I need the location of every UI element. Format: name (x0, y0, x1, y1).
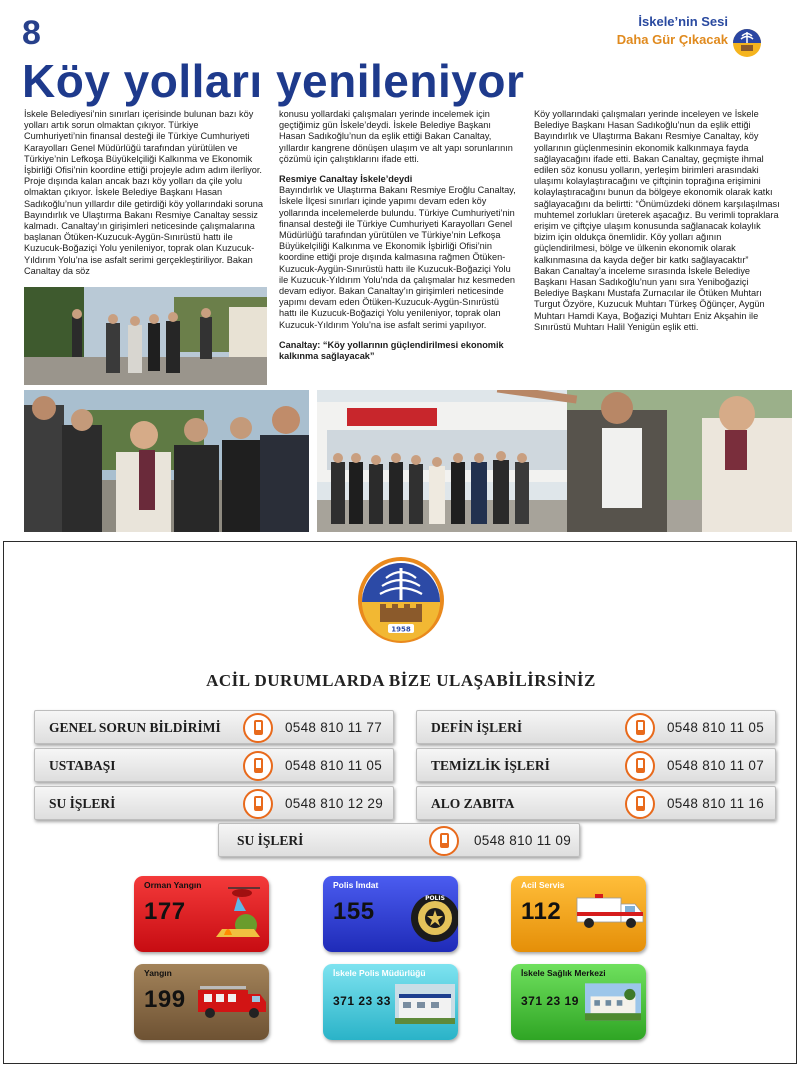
contact-number[interactable]: 0548 810 11 09 (474, 833, 572, 848)
tile-ambulance[interactable] (511, 876, 646, 952)
photo-group-and-speaker (317, 390, 792, 532)
tile-number[interactable]: 112 (521, 898, 562, 925)
phone-icon (429, 826, 459, 856)
police-badge-icon (405, 886, 458, 946)
tile-number[interactable]: 371 23 33 (333, 994, 391, 1008)
contact-number[interactable]: 0548 810 11 05 (667, 720, 765, 735)
phone-icon (625, 713, 655, 743)
tile-label: İskele Polis Müdürlüğü (333, 968, 426, 978)
tile-police-emergency[interactable] (323, 876, 458, 952)
tile-forest-fire[interactable] (134, 876, 269, 952)
article-paragraph: konusu yollardaki çalışmaları yerinde incelemek için geçtiğimiz gün İskele’deydi. İskele Belediye Başkanı Hasan Sadıkoğlu’nun da eşlik ettiği Bakan Canaltay, yıllardır kangrene dönüşen ulaşım ve alt yapı sorunlarının çözümü için çalıştıklarını ifade etti. (279, 109, 513, 164)
contact-municipal-police[interactable] (416, 786, 776, 820)
contact-label: ALO ZABITA (431, 796, 515, 811)
article-paragraph: İskele Belediyesi’nin sınırları içerisinde bulunan bazı köy yolları artık sorun olmaktan çıkıyor. Türkiye Cumhuriyeti’nin finansal desteği ile Türkiye Cumhuriyeti Karayolları Genel Müdürlüğü tarafından yürütülen ve Türkiye’nin Lefkoşa Büyükelçiliği Kalkınma ve Ekonomik İşbirliği Ofisi’nin koordine ettiği projeyle adım adım ilerliyor. Proje dışında kalan ancak bazı köy yolları da çile yolu olmaktan çıkıyor. İskele Belediye Başkanı Hasan Sadıkoğlu’nun yıllardır dile getirdiği köy yollarındaki soruna Bayındırlık ve Ulaştırma Bakanı Resmiye Canaltay sessiz kalmadı. Canaltay’ın girişimleri neticesinde çalışmalarına başlanan Ötüken-Kuzucuk-Aygün-Sınırüstü hattı ile Kuzucuk-Boğaziçi Yolu yenileniyor, toprak olan Kuzucuk-Yıldırım Yolu’na ise asfalt serimi gerçekleştiriliyor. Bakan Canaltay da söz (24, 109, 264, 276)
contact-number[interactable]: 0548 810 11 77 (285, 720, 383, 735)
tile-number[interactable]: 177 (144, 898, 186, 925)
page-number: 8 (22, 14, 41, 52)
article-paragraph: Bayındırlık ve Ulaştırma Bakanı Resmiye Eroğlu Canaltay, İskele İlçesi sınırları içinde yapımı devam eden köy yollarında incelemelerde bulundu. Türkiye Cumhuriyeti’nin finansal desteği ile Türkiye Cumhuriyeti Karayolları Genel Müdürlüğü tarafından yürütülen ve Türkiye’nin Lefkoşa Büyükelçiliği Kalkınma ve Ekonomik İşbirliği Ofisi’nin koordine ettiği proje dışında kalmasına rağmen Ötüken-Kuzucuk-Aygün-Sınırüstü hattı ile Kuzucuk-Boğaziçi Yolu ile Kuzucuk-Yıldırım Yolu’nda da çalışmalar hız kesmeden devam ediyor. Bakan Canaltay’ın girişimleri neticesinde yapımı devam eden Ötüken-Kuzucuk-Aygün-Sınırüstü hattı ile Kuzucuk-Boğaziçi Yolu yenileniyor, toprak olan Kuzucuk-Yıldırım Yolu’na ise asfalt serimi yapılıyor. (279, 185, 516, 330)
tile-label: Polis İmdat (333, 880, 379, 890)
page-title: Köy yolları yenileniyor (22, 55, 525, 107)
contact-water-services[interactable] (34, 786, 394, 820)
contact-label: GENEL SORUN BİLDİRİMİ (49, 720, 221, 735)
helicopter-icon (206, 882, 266, 944)
brand-block (617, 14, 766, 47)
contact-number[interactable]: 0548 810 11 16 (667, 796, 765, 811)
phone-icon (625, 789, 655, 819)
contact-funeral-services[interactable] (416, 710, 776, 744)
badge-text: POLIS (425, 895, 445, 902)
tile-number[interactable]: 371 23 19 (521, 994, 579, 1008)
contact-number[interactable]: 0548 810 12 29 (285, 796, 384, 811)
phone-icon (243, 789, 273, 819)
crest-logo (356, 554, 446, 646)
tile-number[interactable]: 155 (333, 898, 375, 925)
brand-tagline-1: İskele’nin Sesi (638, 14, 728, 29)
contact-number[interactable]: 0548 810 11 05 (285, 758, 383, 773)
contact-label: USTABAŞI (49, 758, 116, 773)
contact-number[interactable]: 0548 810 11 07 (667, 758, 765, 773)
article-column-3 (534, 109, 782, 333)
contact-foreman[interactable] (34, 748, 394, 782)
tile-label: Yangın (144, 968, 172, 978)
tile-iskele-police[interactable] (323, 964, 458, 1040)
tile-label: İskele Sağlık Merkezi (521, 968, 606, 978)
phone-icon (243, 713, 273, 743)
article-subheading: Resmiye Canaltay İskele’deydi (279, 174, 413, 185)
police-station-photo (395, 984, 455, 1024)
tile-iskele-health-center[interactable] (511, 964, 646, 1040)
ambulance-icon (575, 890, 645, 930)
crest-year: 1958 (391, 625, 411, 634)
contact-cleaning-services[interactable] (416, 748, 776, 782)
emergency-title: ACİL DURUMLARDA BİZE ULAŞABİLİRSİNİZ (206, 671, 596, 690)
tile-label: Acil Servis (521, 880, 565, 890)
contact-label: SU İŞLERİ (237, 833, 304, 848)
photo-officials-walking-road (24, 287, 267, 385)
contact-water-services-2[interactable] (218, 823, 580, 857)
article-paragraph: Bakan Canaltay’a inceleme sırasında İskele Belediye Başkanı Hasan Sadıkoğlu’nun yanı sıra Yeniboğaziçi Belediye Başkanı Mustafa Zurnacılar ile Ötüken Muhtarı Turgut Özyöre, Kuzucuk Muhtarı Türkeş Öğünçer, Aygün Muhtarı Hamdi Kaya, Boğaziçi Muhtarı Eniz Akşahin ile Sınırüstü Muhtarı Halil Yenigün eşlik etti. (534, 265, 765, 332)
phone-icon (625, 751, 655, 781)
brand-logo (732, 26, 762, 60)
emergency-contacts-panel (3, 541, 797, 1064)
tile-fire-department[interactable] (134, 964, 269, 1040)
health-center-photo (585, 982, 641, 1022)
brand-tagline-2: Daha Gür Çıkacak (616, 32, 728, 47)
phone-icon (243, 751, 273, 781)
tile-number[interactable]: 199 (144, 986, 186, 1013)
tile-label: Orman Yangın (144, 880, 202, 890)
fire-truck-icon (196, 980, 268, 1020)
article-subheading: Canaltay: “Köy yollarının güçlendirilmesi ekonomik kalkınma sağlayacak” (279, 339, 504, 362)
contact-label: SU İŞLERİ (49, 796, 116, 811)
article-paragraph: Köy yollarındaki çalışmaları yerinde inceleyen ve İskele Belediye Başkanı Hasan Sadıkoğlu’nun da eşlik ettiği Bayındırlık ve Ulaştırma Bakanı Resmiye Canaltay, köy yollarının güçlenmesinin ekonomik kalkınmaya fayda sağlayacağını ifade etti. Bakan Canaltay, geçmişte ihmal edilen söz konusu yolların, yerleşim birimleri arasındaki ulaşımı kolaylaştıracağını ve çiftçinin toprağına erişimini kolaylaştıracağını bunun da bölgeye ekonomik olarak katkı sağlayacağını da belirtti: “Önümüzdeki dönem karşılaşılması muhtemel zorlukları üreterek aşacağız. Bu verimli topraklara erişim ve çiftçiye ulaşım konusunda sağlanacak kolaylık bizim için oldukça önemlidir. Köy yolları ağının güçlendirilmesi, bölge ve ülkenin ekonomik olarak kalkınmasına da kayda değer bir katkı sağlayacaktır” (534, 109, 780, 265)
contact-label: TEMİZLİK İŞLERİ (431, 758, 550, 773)
article-column-2 (279, 109, 519, 362)
contact-general-issue[interactable] (34, 710, 394, 744)
article-column-1 (24, 109, 264, 277)
contact-label: DEFİN İŞLERİ (431, 720, 523, 735)
photo-minister-group (24, 390, 309, 532)
